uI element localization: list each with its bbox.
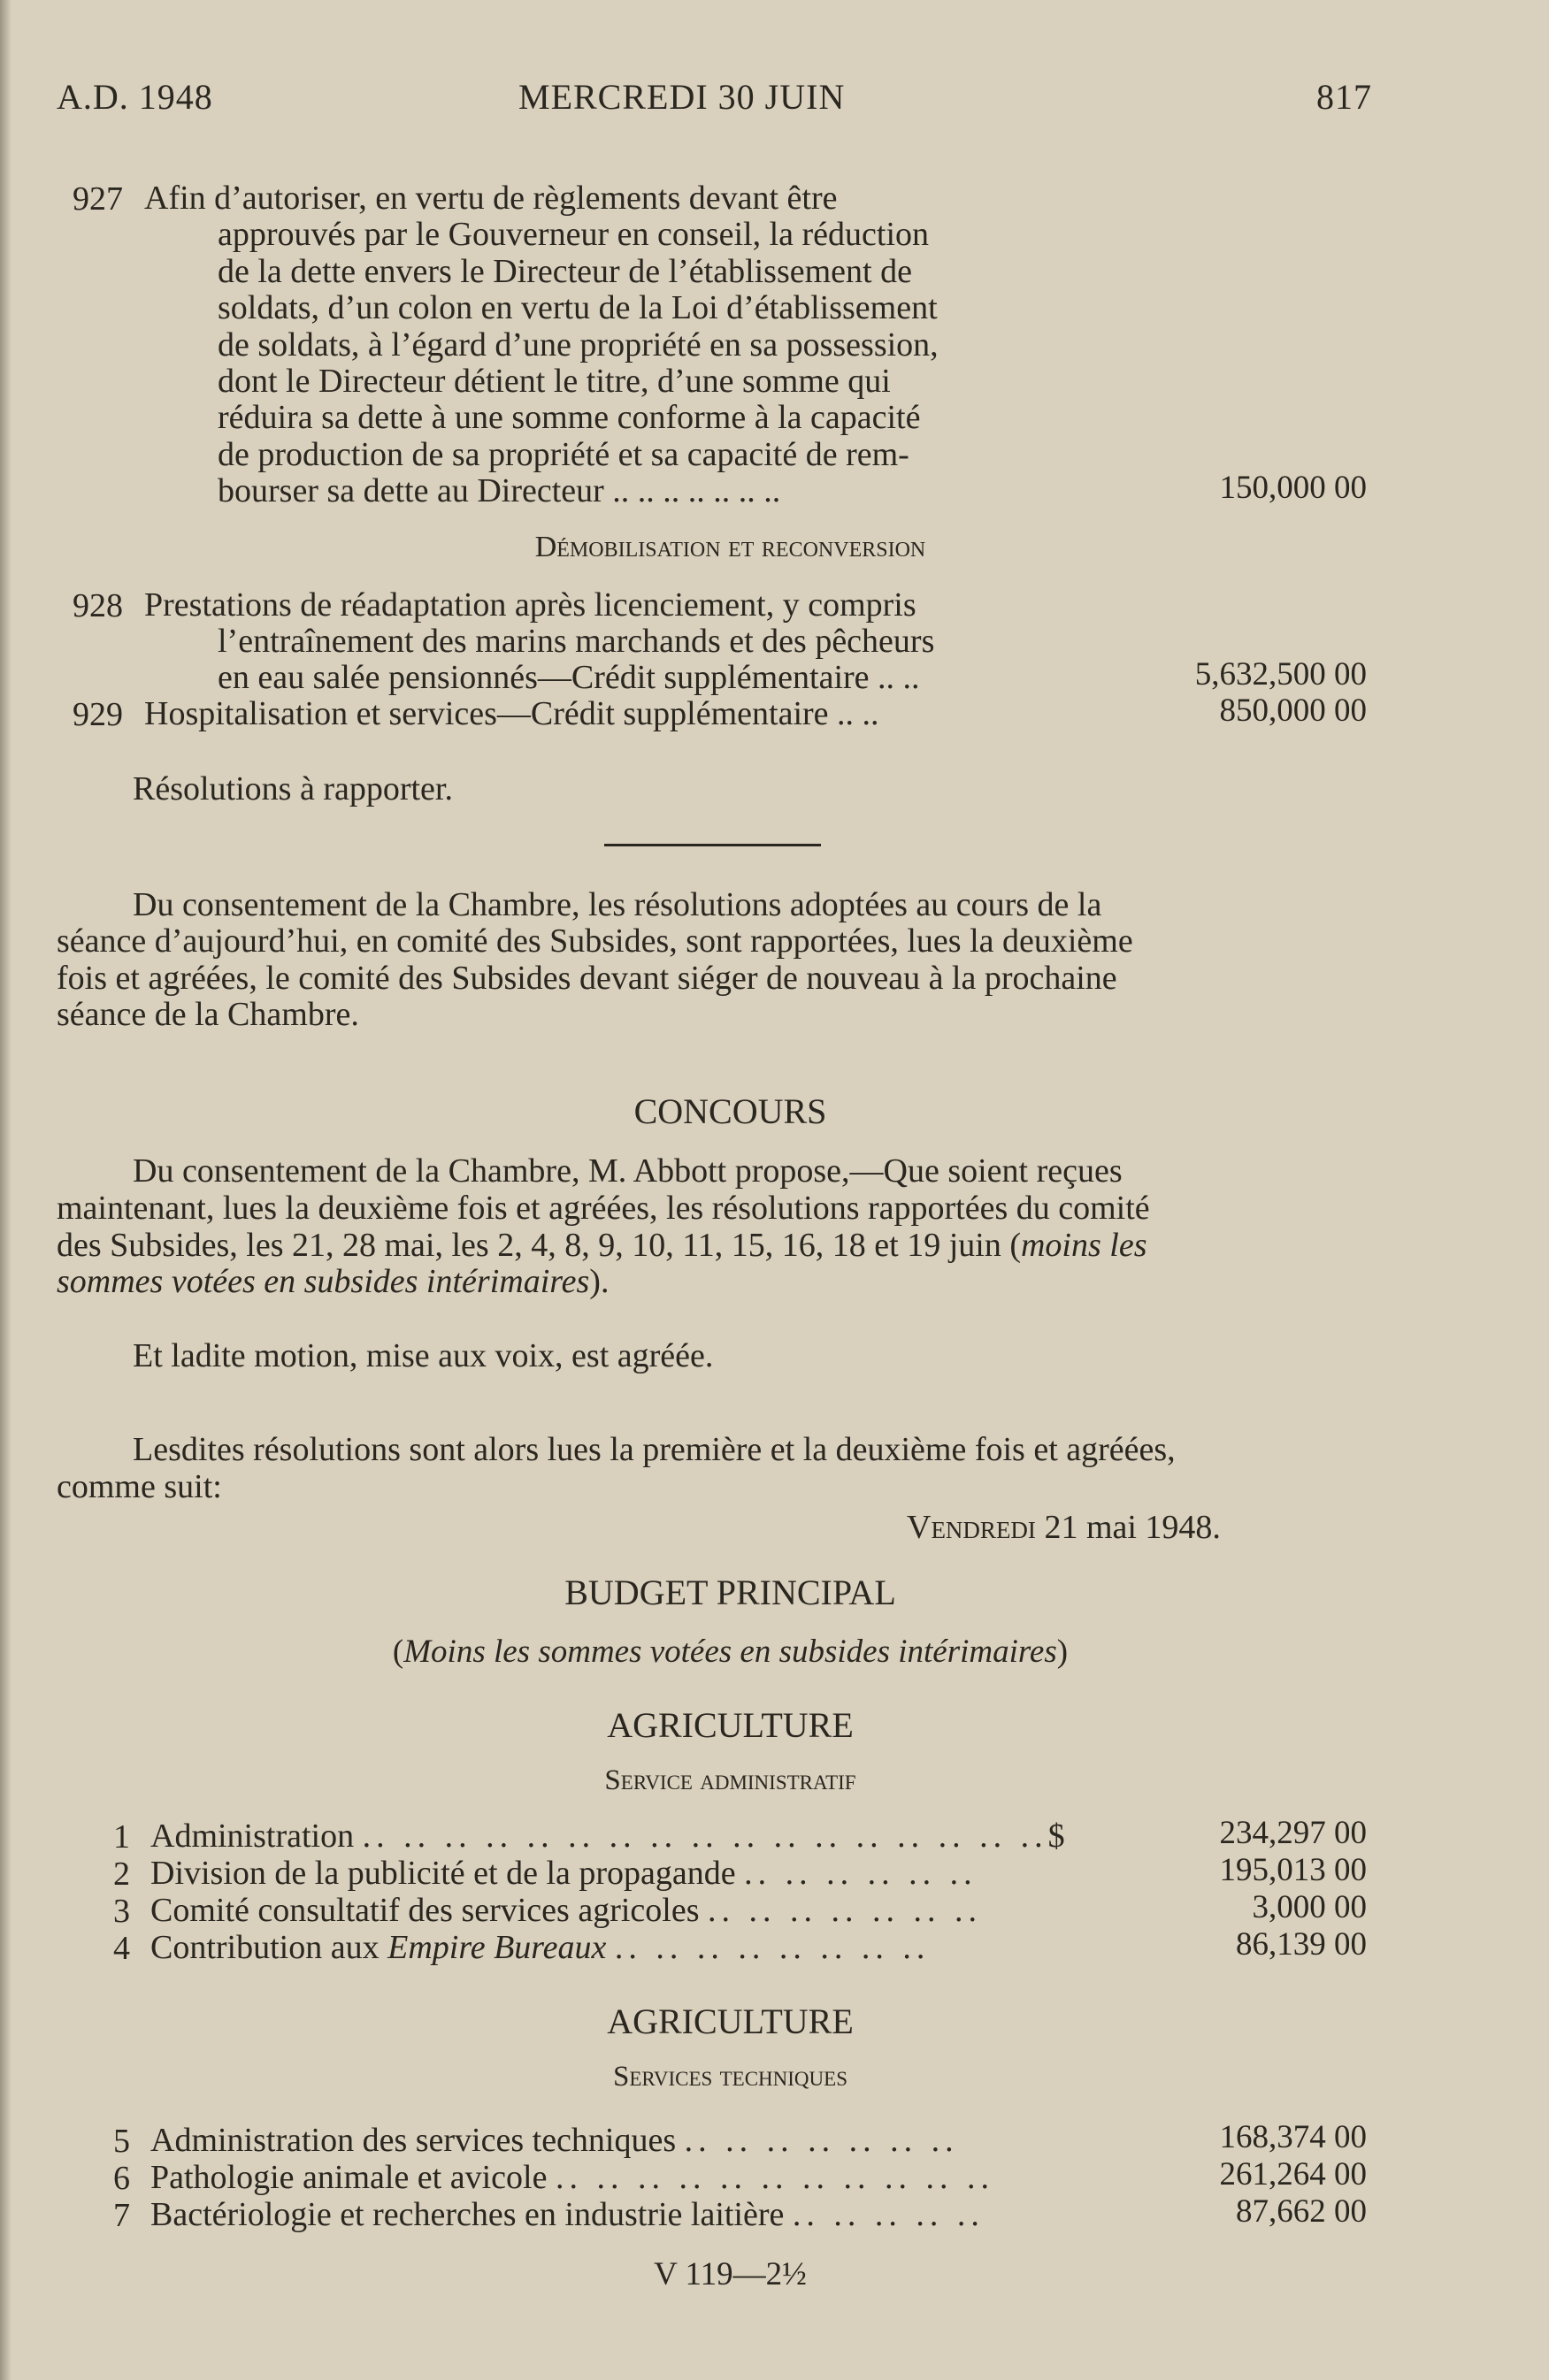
- paragraph-line: Lesdites résolutions sont alors lues la première et la deuxième fois et agréées,: [133, 1431, 1176, 1468]
- paragraph-line: Du consentement de la Chambre, les résolutions adoptées au cours de la: [133, 886, 1102, 923]
- paragraph-line: fois et agréées, le comité des Subsides devant siéger de nouveau à la prochaine: [57, 960, 1117, 997]
- budget-item-label: [150, 1892, 982, 1929]
- budget-subheading: (Moins les sommes votées en subsides intérimaires): [392, 1634, 1069, 1670]
- section-divider-rule: [604, 844, 821, 846]
- paragraph-text: des Subsides, les 21, 28 mai, les 2, 4, 8, 9, 10, 11, 15, 16, 18 et 19 juin (: [57, 1227, 1021, 1264]
- budget-item-number: 2: [113, 1856, 130, 1893]
- item-927-line: soldats, d’un colon en vertu de la Loi d’établissement: [218, 289, 938, 326]
- leader-dots: .. .. .. .. .. .. .. .. .. .. ..: [555, 2159, 994, 2196]
- header-page-number: 817: [1316, 77, 1372, 117]
- header-year: A.D. 1948: [57, 77, 213, 117]
- item-927-line: de production de sa propriété et sa capacité de rem-: [218, 436, 909, 473]
- budget-item-label: [150, 1818, 1070, 1855]
- budget-item-amount: 261,264 00: [1219, 2156, 1367, 2193]
- budget-item-label: [150, 1929, 930, 1966]
- budget-item-number: 1: [113, 1818, 130, 1856]
- footer-signature-mark: V 119—2½: [654, 2256, 807, 2292]
- date-day: Vendredi: [907, 1509, 1036, 1546]
- budget-item-label: [150, 2159, 994, 2196]
- leader-dots: .. .. .. .. ..: [792, 2196, 985, 2233]
- budget-heading: BUDGET PRINCIPAL: [564, 1573, 896, 1612]
- concours-heading: CONCOURS: [633, 1091, 827, 1131]
- paragraph-line: séance d’aujourd’hui, en comité des Subsides, sont rapportées, lues la deuxième: [57, 922, 1133, 960]
- budget-item-number: 6: [113, 2160, 130, 2197]
- budget-item-amount: 3,000 00: [1252, 1889, 1367, 1925]
- date-rest: 21 mai 1948.: [1044, 1509, 1221, 1546]
- budget-item-label: [150, 1855, 978, 1892]
- budget-item-number: 7: [113, 2197, 130, 2234]
- paragraph-italic-text: sommes votées en subsides intérimaires: [57, 1263, 590, 1300]
- item-928-amount: 5,632,500 00: [1194, 656, 1367, 693]
- budget-item-number: 3: [113, 1893, 130, 1930]
- item-927-number: 927: [73, 180, 123, 218]
- section-heading-demobilisation: Démobilisation et reconversion: [534, 531, 926, 563]
- item-929-number: 929: [73, 696, 123, 733]
- budget-item-text: Bactériologie et recherches en industrie laitière: [150, 2196, 785, 2233]
- paragraph-line: Et ladite motion, mise aux voix, est agréée.: [133, 1337, 714, 1374]
- leader-dots: .. .. .. .. .. .. .. ..: [614, 1929, 931, 1966]
- header-date: MERCREDI 30 JUIN: [518, 77, 846, 117]
- budget-item-text: Pathologie animale et avicole: [150, 2159, 548, 2196]
- budget-item-text: Contribution aux: [150, 1929, 388, 1966]
- paragraph-line: [57, 1263, 609, 1300]
- budget-subheading-italic: Moins les sommes votées en subsides intérimaires: [403, 1634, 1057, 1670]
- paragraph-italic-text: moins les: [1020, 1227, 1147, 1264]
- budget-item-text: Comité consultatif des services agricoles: [150, 1892, 700, 1929]
- paragraph-text: ).: [589, 1263, 610, 1300]
- budget-item-amount: 195,013 00: [1219, 1852, 1367, 1888]
- budget-item-text: Administration: [150, 1818, 355, 1855]
- item-927-line: de soldats, à l’égard d’une propriété en sa possession,: [218, 326, 939, 364]
- item-927-line: dont le Directeur détient le titre, d’une somme qui: [218, 363, 891, 400]
- date-line: [907, 1509, 1221, 1546]
- item-927-line: de la dette envers le Directeur de l’établissement de: [218, 253, 912, 290]
- item-927-amount: 150,000 00: [1219, 470, 1367, 506]
- item-927-line: réduira sa dette à une somme conforme à la capacité: [218, 399, 921, 436]
- paragraph-line: comme suit:: [57, 1468, 222, 1505]
- budget-item-amount: 86,139 00: [1236, 1926, 1367, 1963]
- item-928-line: en eau salée pensionnés—Crédit supplémentaire .. ..: [218, 659, 920, 696]
- budget-item-amount: 87,662 00: [1236, 2193, 1367, 2230]
- item-927-line: approuvés par le Gouverneur en conseil, la réduction: [218, 216, 930, 253]
- item-929-amount: 850,000 00: [1219, 693, 1367, 729]
- item-927-line: Afin d’autoriser, en vertu de règlements devant être: [144, 180, 838, 217]
- item-928-number: 928: [73, 587, 123, 624]
- item-927-line: bourser sa dette au Directeur .. .. .. .. .. .. ..: [218, 472, 781, 509]
- budget-item-number: 4: [113, 1930, 130, 1967]
- paragraph-line: séance de la Chambre.: [57, 996, 359, 1033]
- item-928-line: Prestations de réadaptation après licenciement, y compris: [144, 586, 916, 624]
- budget-item-italic-text: Empire Bureaux: [387, 1929, 607, 1966]
- leader-dots: .. .. .. .. .. .. .. .. .. .. .. .. .. .. .. .. ..$: [362, 1818, 1070, 1855]
- budget-item-number: 5: [113, 2123, 130, 2160]
- budget-item-label: [150, 2196, 985, 2233]
- paragraph-line: maintenant, lues la deuxième fois et agréées, les résolutions rapportées du comité: [57, 1190, 1150, 1227]
- leader-dots: .. .. .. .. .. .. ..: [708, 1892, 982, 1929]
- agriculture-subheading: Service administratif: [604, 1764, 856, 1796]
- budget-item-amount: 234,297 00: [1219, 1815, 1367, 1851]
- item-928-line: l’entraînement des marins marchands et des pêcheurs: [218, 623, 935, 660]
- paragraph-line: [57, 1227, 1146, 1264]
- resolutions-text: Résolutions à rapporter.: [133, 770, 453, 807]
- paragraph-line: Du consentement de la Chambre, M. Abbott propose,—Que soient reçues: [133, 1152, 1123, 1190]
- budget-item-text: Division de la publicité et de la propagande: [150, 1855, 736, 1892]
- leader-dots: .. .. .. .. .. .. ..: [684, 2122, 959, 2159]
- leader-dots: .. .. .. .. .. ..: [744, 1855, 978, 1892]
- budget-item-amount: 168,374 00: [1219, 2119, 1367, 2155]
- budget-item-text: Administration des services techniques: [150, 2122, 677, 2159]
- budget-item-label: [150, 2122, 959, 2159]
- agriculture-subheading: Services techniques: [613, 2061, 847, 2093]
- agriculture-heading: AGRICULTURE: [607, 1705, 854, 1745]
- agriculture-heading: AGRICULTURE: [607, 2001, 854, 2041]
- item-929-text: Hospitalisation et services—Crédit supplémentaire .. ..: [144, 695, 879, 732]
